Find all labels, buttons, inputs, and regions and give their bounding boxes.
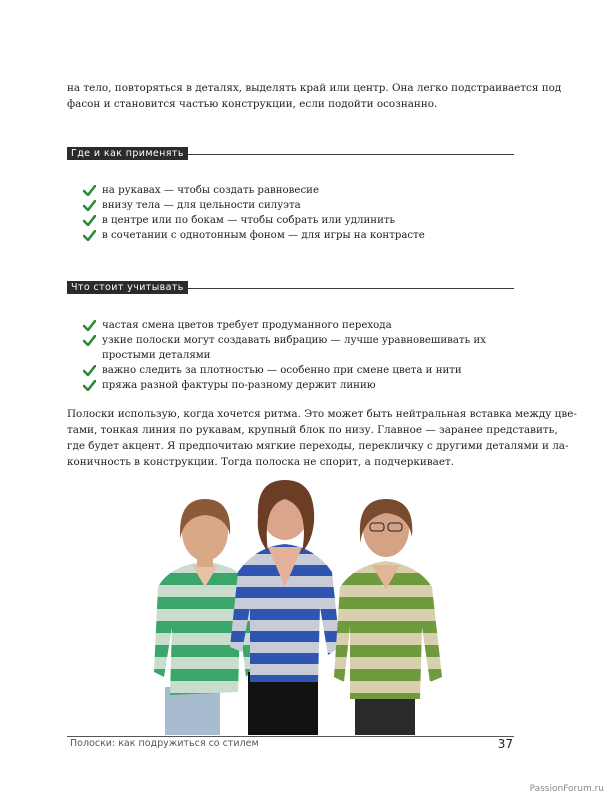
list-item-text: на рукавах — чтобы создать равновесие (102, 185, 319, 196)
list-item (83, 318, 523, 333)
list-item (83, 213, 523, 228)
section-header-consider (67, 275, 514, 293)
section-header-where (67, 141, 514, 159)
intro-paragraph (67, 80, 562, 112)
checkmark-icon (83, 320, 96, 331)
list-item-text: важно следить за плотностью — особенно при смене цвета и нити (102, 365, 462, 376)
body-line: где будет акцент. Я предпочитаю мягкие переходы, перекличку с другими деталями и ла- (67, 440, 569, 452)
woman-middle (230, 480, 340, 735)
intro-line: фасон и становится частью конструкции, если подойти осознанно. (67, 98, 438, 110)
checkmark-icon (83, 185, 96, 196)
section-title: Что стоит учитывать (67, 281, 188, 294)
woman-right (334, 499, 442, 735)
body-line: коничность в конструкции. Тогда полоска не спорит, а подчеркивает. (67, 456, 455, 468)
list-item-text: в сочетании с однотонным фоном — для игры на контрасте (102, 230, 425, 241)
list-item (83, 363, 523, 378)
list-item (83, 378, 523, 393)
section-title: Где и как применять (67, 147, 188, 160)
photo-three-women-striped-sweaters (150, 477, 458, 735)
list-item (83, 333, 523, 363)
list-item (83, 228, 523, 243)
checkmark-icon (83, 200, 96, 211)
checklist-where (83, 183, 523, 243)
watermark: PassionForum.ru (529, 784, 604, 794)
list-item-text: узкие полоски могут создавать вибрацию — лучше уравновешивать их простыми деталями (102, 335, 486, 361)
intro-line: на тело, повторяться в деталях, выделять край или центр. Она легко подстраивается под (67, 82, 562, 94)
checkmark-icon (83, 335, 96, 346)
body-line: тами, тонкая линия по рукавам, крупный блок по низу. Главное — заранее представить, (67, 424, 558, 436)
checkmark-icon (83, 365, 96, 376)
checkmark-icon (83, 230, 96, 241)
running-footer-title: Полоски: как подружиться со стилем (70, 738, 259, 749)
checklist-consider (83, 318, 523, 393)
footer-rule (67, 736, 514, 737)
list-item (83, 183, 523, 198)
list-item-text: пряжа разной фактуры по-разному держит линию (102, 380, 376, 391)
body-paragraph (67, 406, 577, 470)
list-item-text: частая смена цветов требует продуманного перехода (102, 320, 392, 331)
list-item (83, 198, 523, 213)
body-line: Полоски использую, когда хочется ритма. Это может быть нейтральная вставка между цве- (67, 408, 577, 420)
list-item-text: внизу тела — для цельности силуэта (102, 200, 301, 211)
list-item-text: в центре или по бокам — чтобы собрать или удлинить (102, 215, 396, 226)
checkmark-icon (83, 380, 96, 391)
checkmark-icon (83, 215, 96, 226)
page-number: 37 (497, 737, 513, 751)
